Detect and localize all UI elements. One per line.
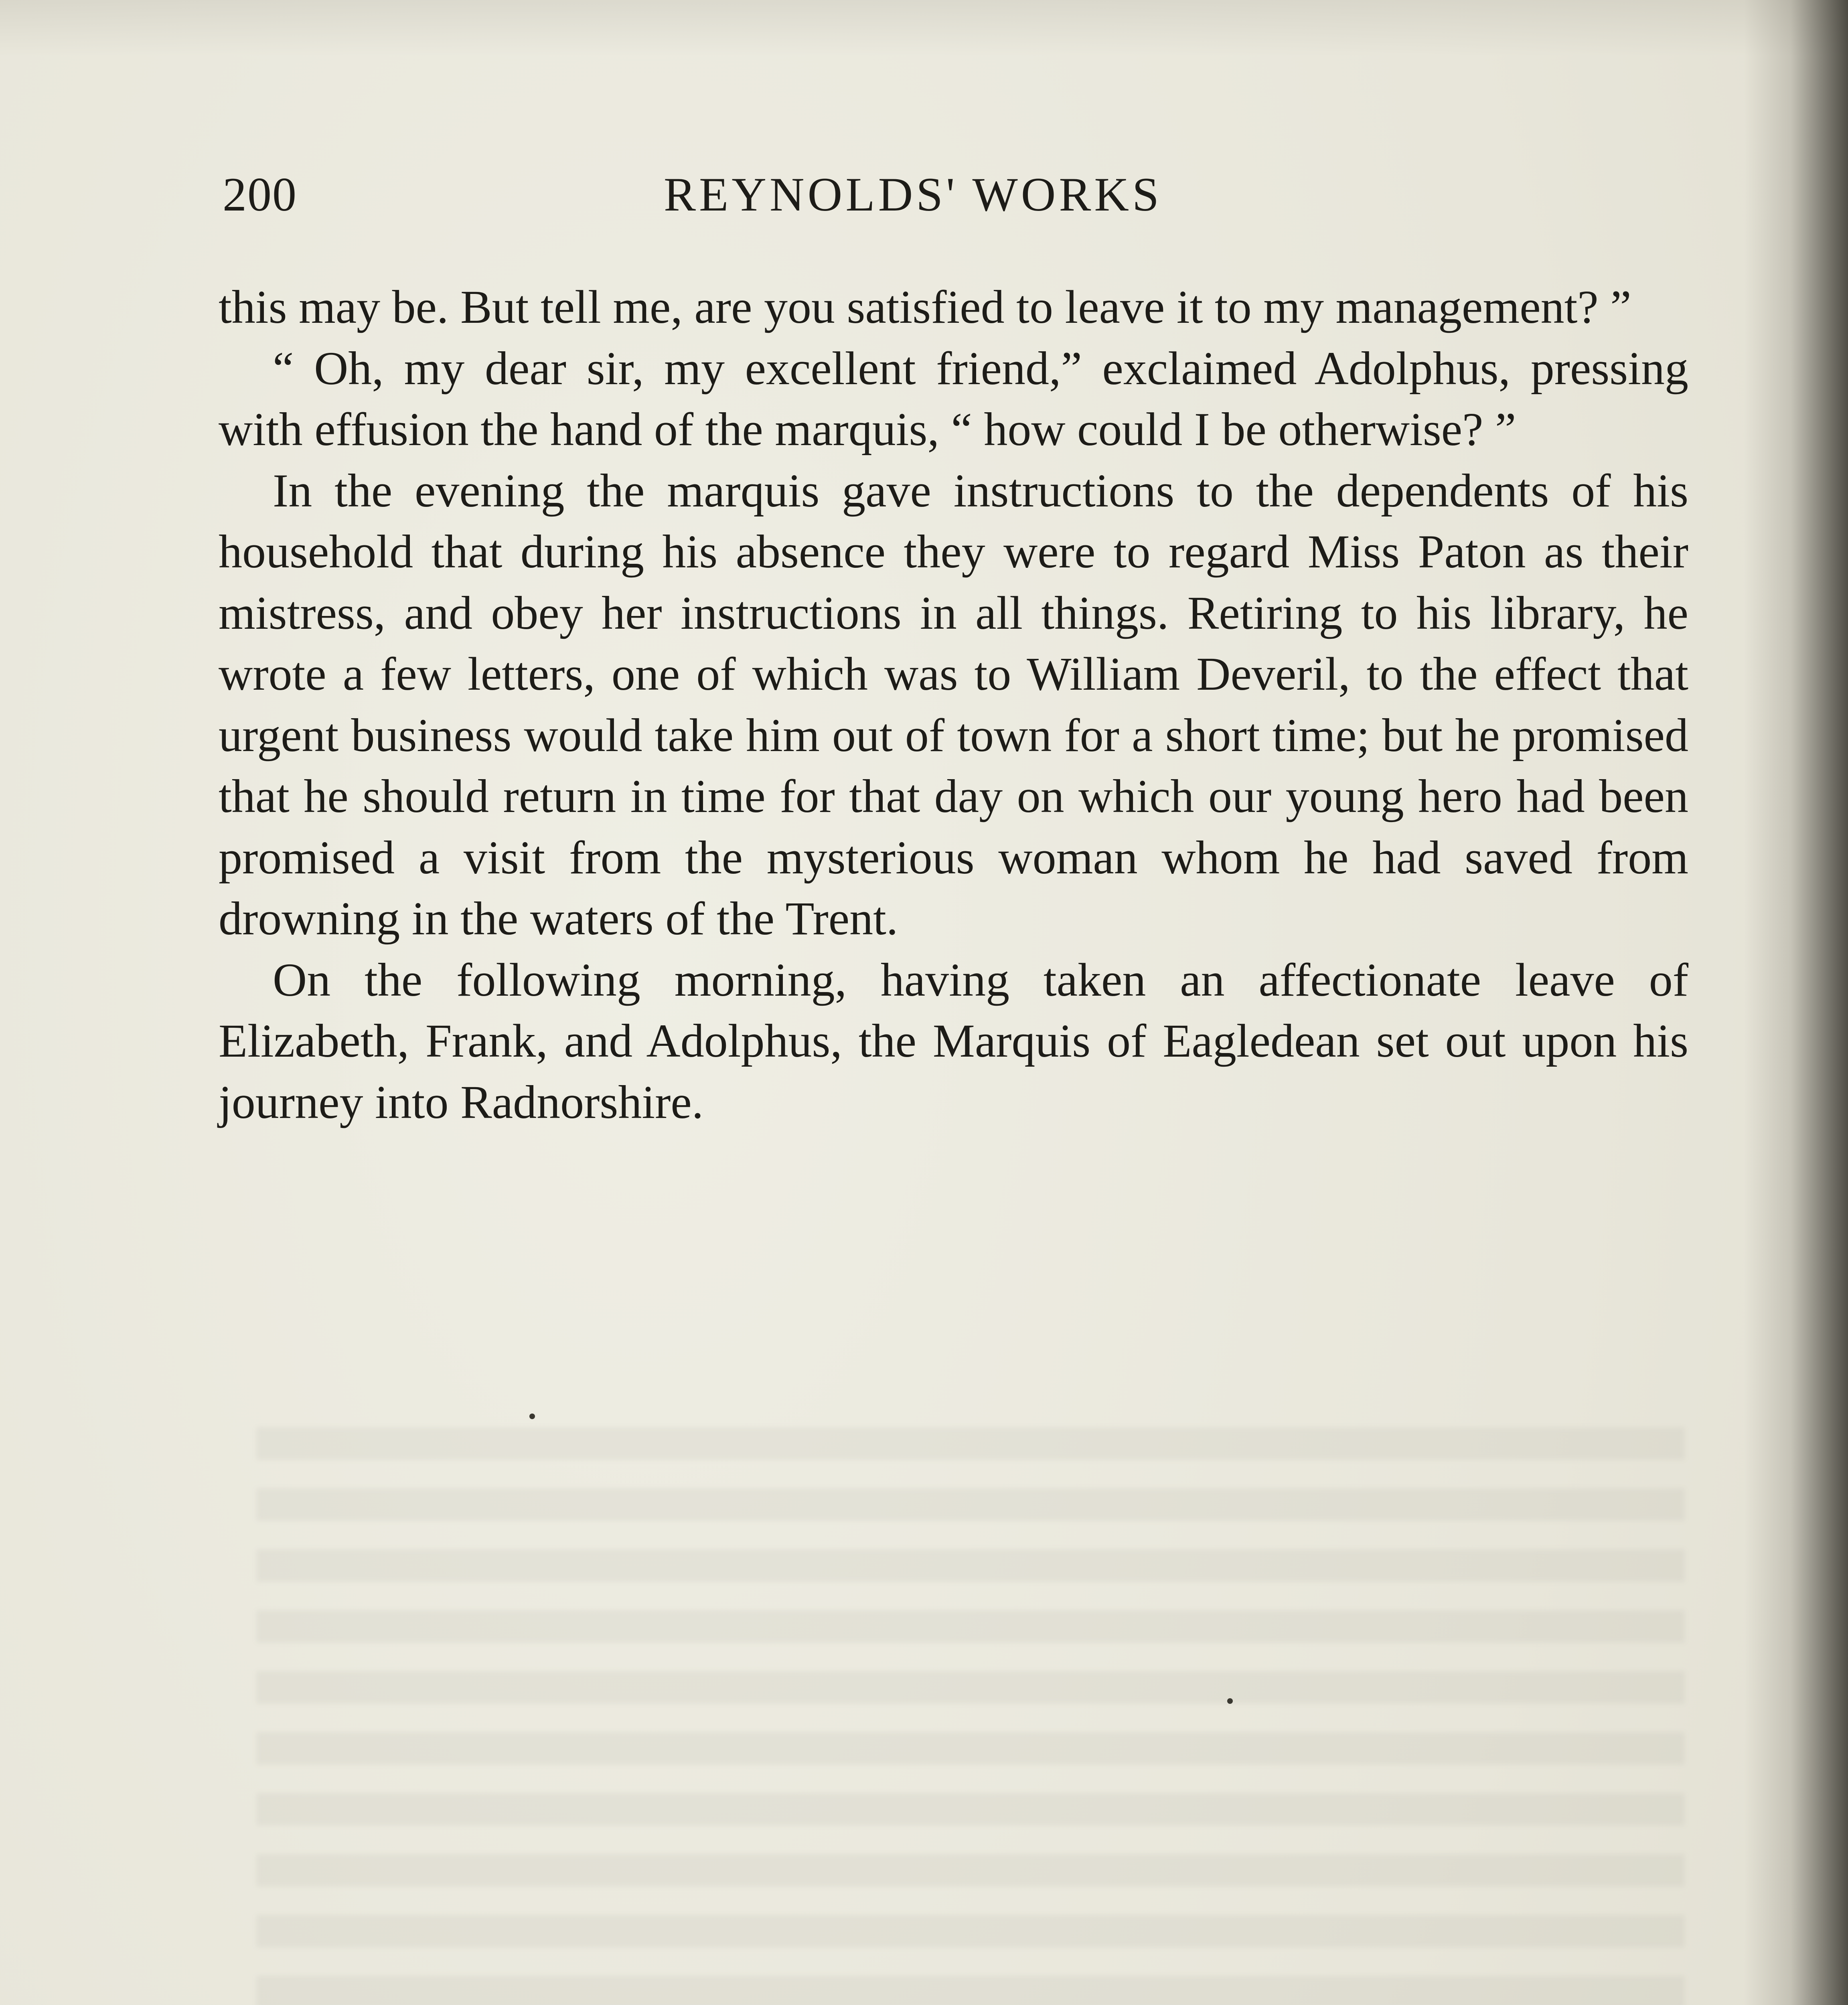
page-number: 200 — [223, 168, 297, 221]
body-text — [219, 277, 1688, 1133]
running-head: REYNOLDS' WORKS — [664, 168, 1162, 221]
paragraph: this may be. But tell me, are you satisfied to leave it to my management? ” — [219, 281, 1631, 333]
ink-speck — [529, 1414, 535, 1419]
page-top-shadow — [0, 0, 1848, 56]
spine-shadow — [1744, 0, 1848, 2005]
ink-speck — [1227, 1698, 1233, 1704]
page-header — [223, 162, 1686, 227]
paragraph: “ Oh, my dear sir, my excellent friend,” exclaimed Adolphus, pressing with effusion the hand of the marquis, “ how could I be otherwise? ” — [219, 342, 1688, 456]
paragraph: In the evening the marquis gave instructions to the dependents of his household that during his absence they were to regard Miss Paton as their mistress, and obey her instructions in all things. Retiring to his library, he wrote a few letters, one of which was to William Deveril, to the effect that urgent business would take him out of town for a short time; but he promised that he should return in time for that day on which our young hero had been promised a visit from the mysterious woman whom he had saved from drowning in the waters of the Trent. — [219, 464, 1688, 945]
paragraph: On the following morning, having taken an affectionate leave of Elizabeth, Frank, and Adolphus, the Marquis of Eagledean set out upon his journey into Radnorshire. — [219, 953, 1688, 1128]
show-through-text — [257, 1428, 1684, 2005]
